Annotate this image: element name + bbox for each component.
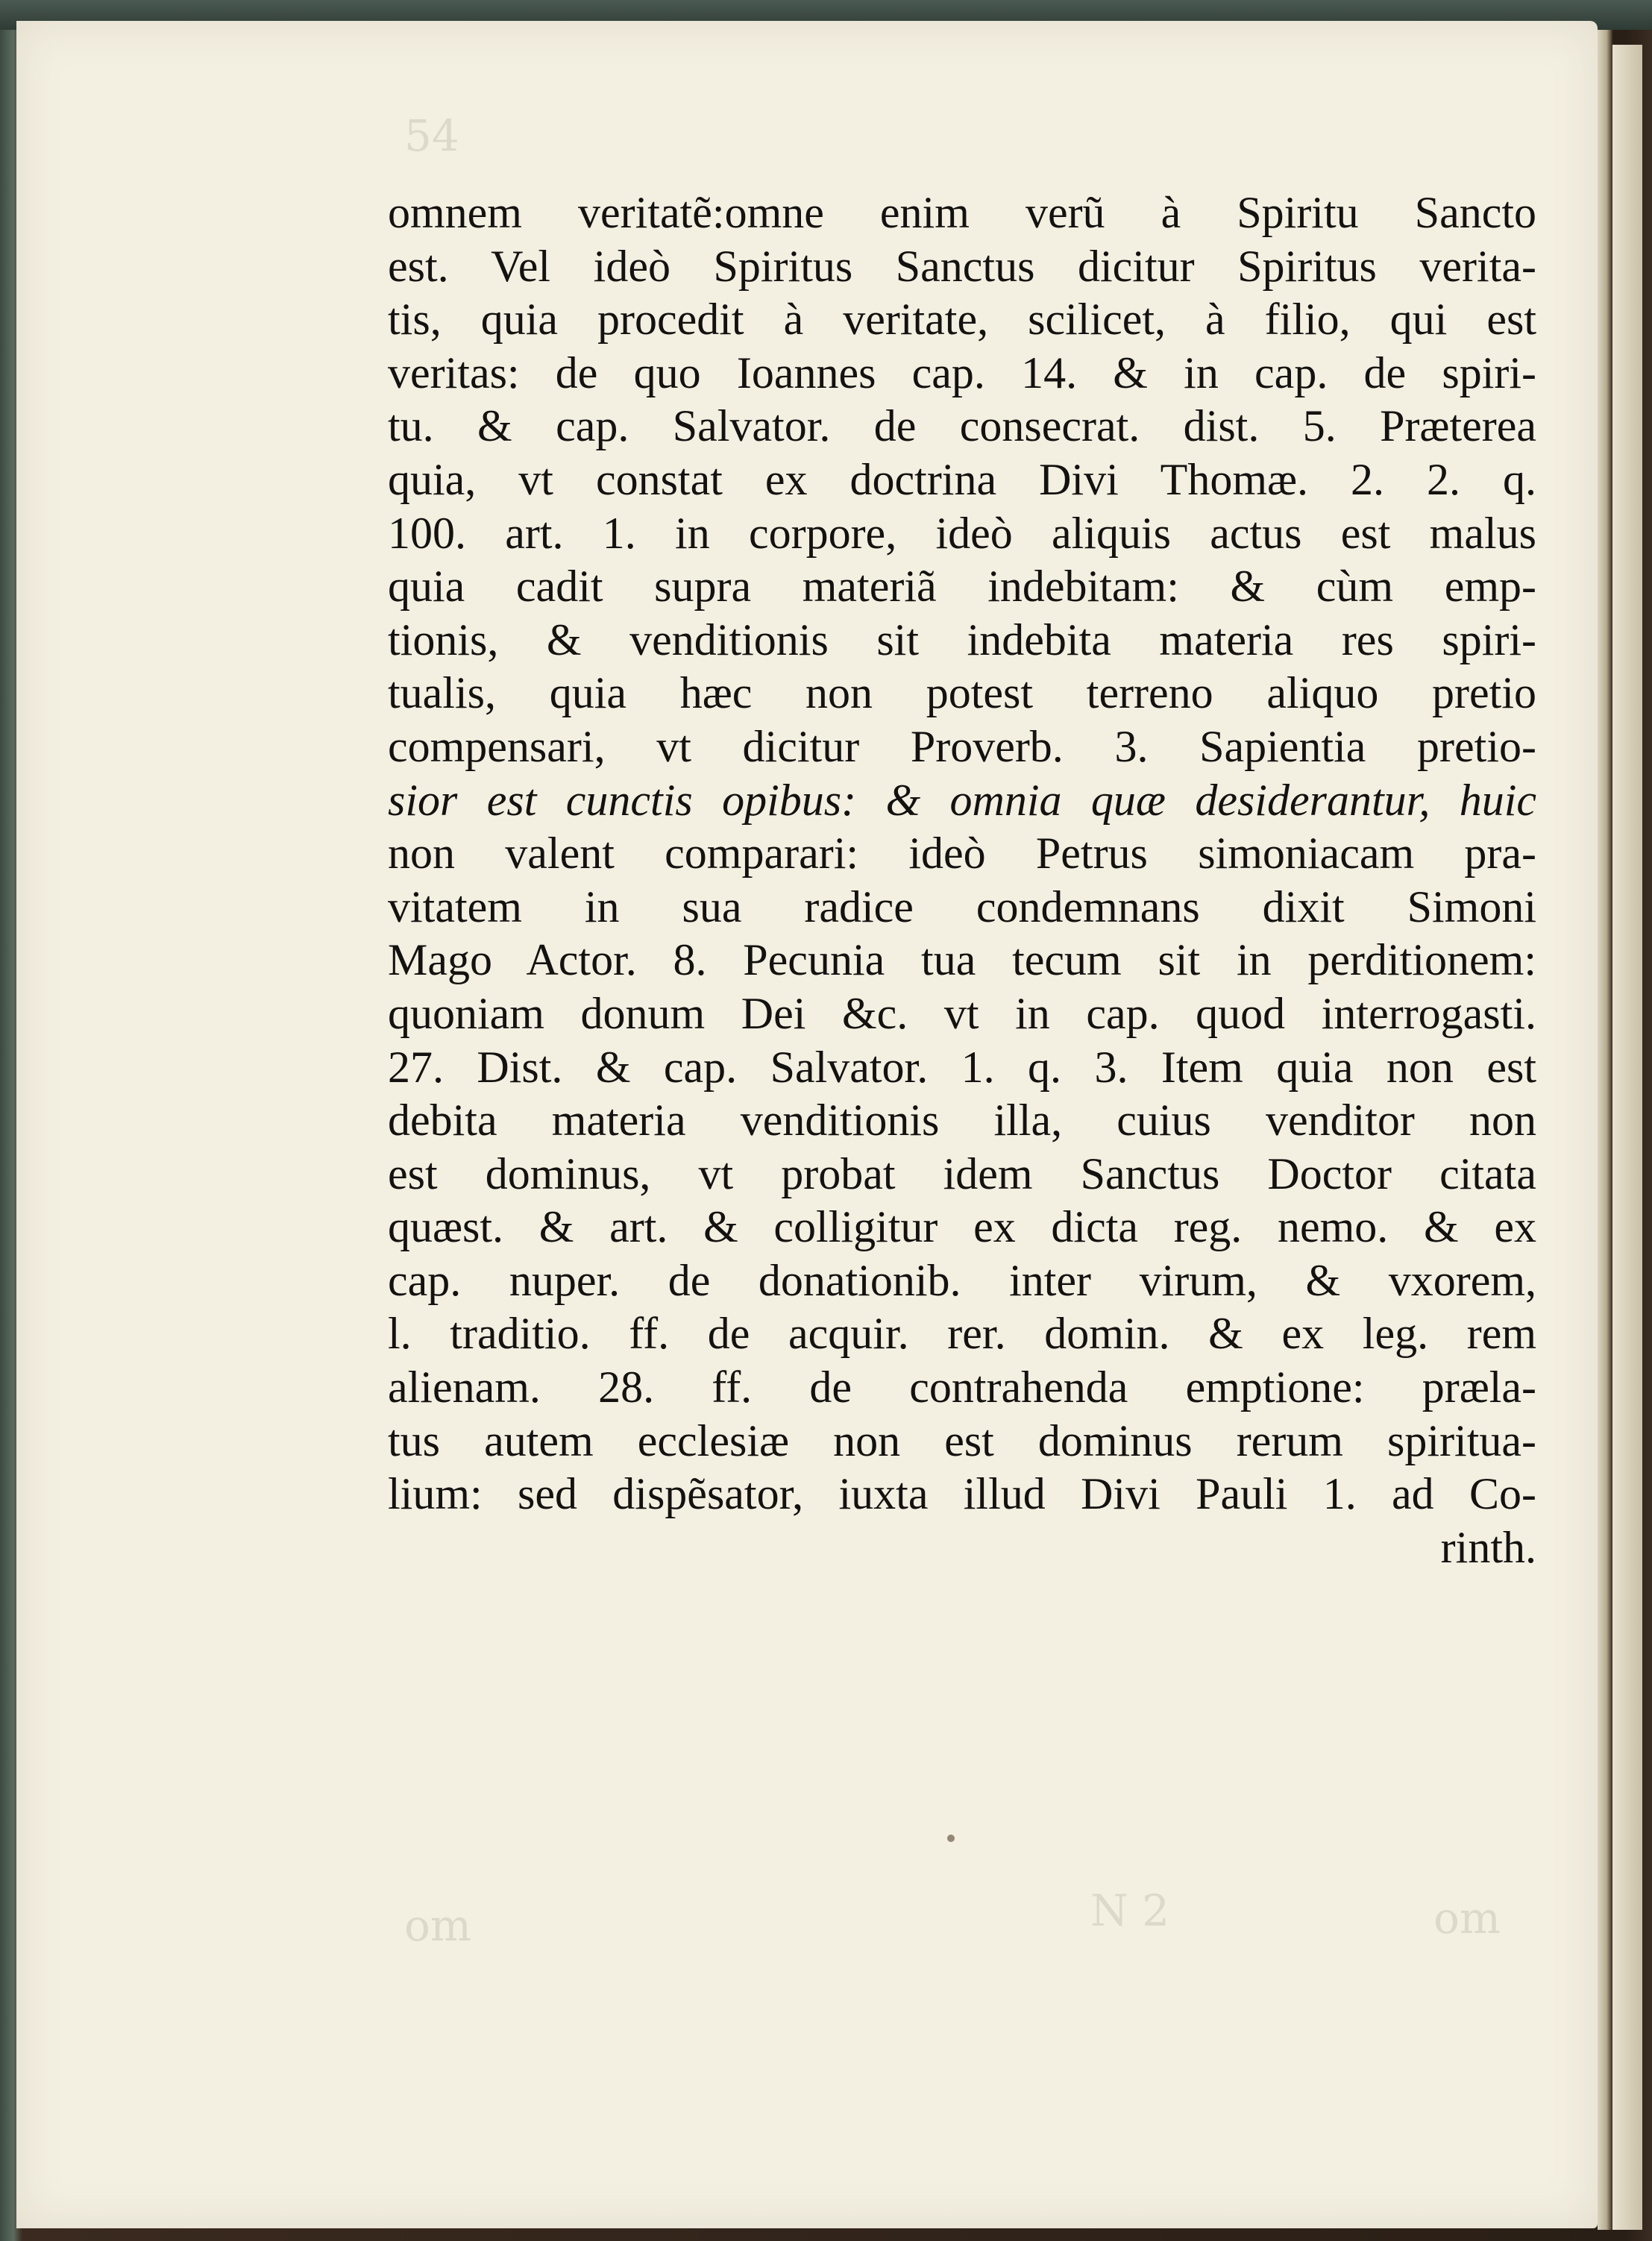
ink-blot: [947, 1835, 955, 1842]
text-line-3: tis, quia procedit à veritate, scilicet, à filio, qui est: [388, 295, 1536, 345]
text-line-24: tus autem ecclesiæ non est dominus rerum spiritua-: [388, 1415, 1536, 1465]
page-fore-edge: [1598, 30, 1612, 2230]
text-line-21: cap. nuper. de donationib. inter virum, & vxorem,: [388, 1255, 1536, 1305]
text-line-14: vitatem in sua radice condemnans dixit Simoni: [388, 881, 1536, 931]
text-line-15: Mago Actor. 8. Pecunia tua tecum sit in perditionem:: [388, 935, 1536, 985]
text-line-23: alienam. 28. ff. de contrahenda emptione: præla-: [388, 1362, 1536, 1412]
catchword: rinth.: [1440, 1522, 1536, 1572]
next-page-edge: [1611, 45, 1642, 2230]
text-line-5: tu. & cap. Salvator. de consecrat. dist. 5. Præterea: [388, 401, 1536, 451]
show-through-catchword-left: om: [404, 1900, 471, 1951]
text-line-25: lium: sed dispẽsator, iuxta illud Divi Pauli 1. ad Co-: [388, 1469, 1536, 1519]
text-line-19: est dominus, vt probat idem Sanctus Doctor citata: [388, 1148, 1536, 1198]
text-line-10: tualis, quia hæc non potest terreno aliquo pretio: [388, 668, 1536, 718]
text-line-7: 100. art. 1. in corpore, ideò aliquis actus est malus: [388, 508, 1536, 558]
text-line-4: veritas: de quo Ioannes cap. 14. & in cap. de spiri-: [388, 348, 1536, 397]
text-line-11: compensari, vt dicitur Proverb. 3. Sapientia pretio-: [388, 721, 1536, 771]
text-line-2: est. Vel ideò Spiritus Sanctus dicitur Spiritus verita-: [388, 241, 1536, 291]
text-line-6: quia, vt constat ex doctrina Divi Thomæ. 2. 2. q.: [388, 454, 1536, 504]
text-line-17: 27. Dist. & cap. Salvator. 1. q. 3. Item quia non est: [388, 1042, 1536, 1092]
text-line-20: quæst. & art. & colligitur ex dicta reg. nemo. & ex: [388, 1202, 1536, 1252]
text-line-16: quoniam donum Dei &c. vt in cap. quod interrogasti.: [388, 988, 1536, 1038]
text-line-8: quia cadit supra materiã indebitam: & cùm emp-: [388, 562, 1536, 612]
text-line-18: debita materia venditionis illa, cuius venditor non: [388, 1096, 1536, 1145]
text-line-9: tionis, & venditionis sit indebita materia res spiri-: [388, 615, 1536, 664]
body-text: [388, 186, 1536, 1574]
text-line-1: omnem veritatẽ:omne enim verũ à Spiritu Sancto: [388, 188, 1536, 237]
text-line-12: sior est cunctis opibus: & omnia quæ desiderantur, huic: [388, 775, 1536, 825]
show-through-signature: N 2: [1090, 1885, 1170, 1936]
show-through-catchword-right: om: [1433, 1893, 1501, 1943]
text-line-22: l. traditio. ff. de acquir. rer. domin. & ex leg. rem: [388, 1309, 1536, 1359]
text-line-13: non valent comparari: ideò Petrus simoniacam pra-: [388, 829, 1536, 879]
show-through-page-number: 54: [404, 110, 459, 161]
